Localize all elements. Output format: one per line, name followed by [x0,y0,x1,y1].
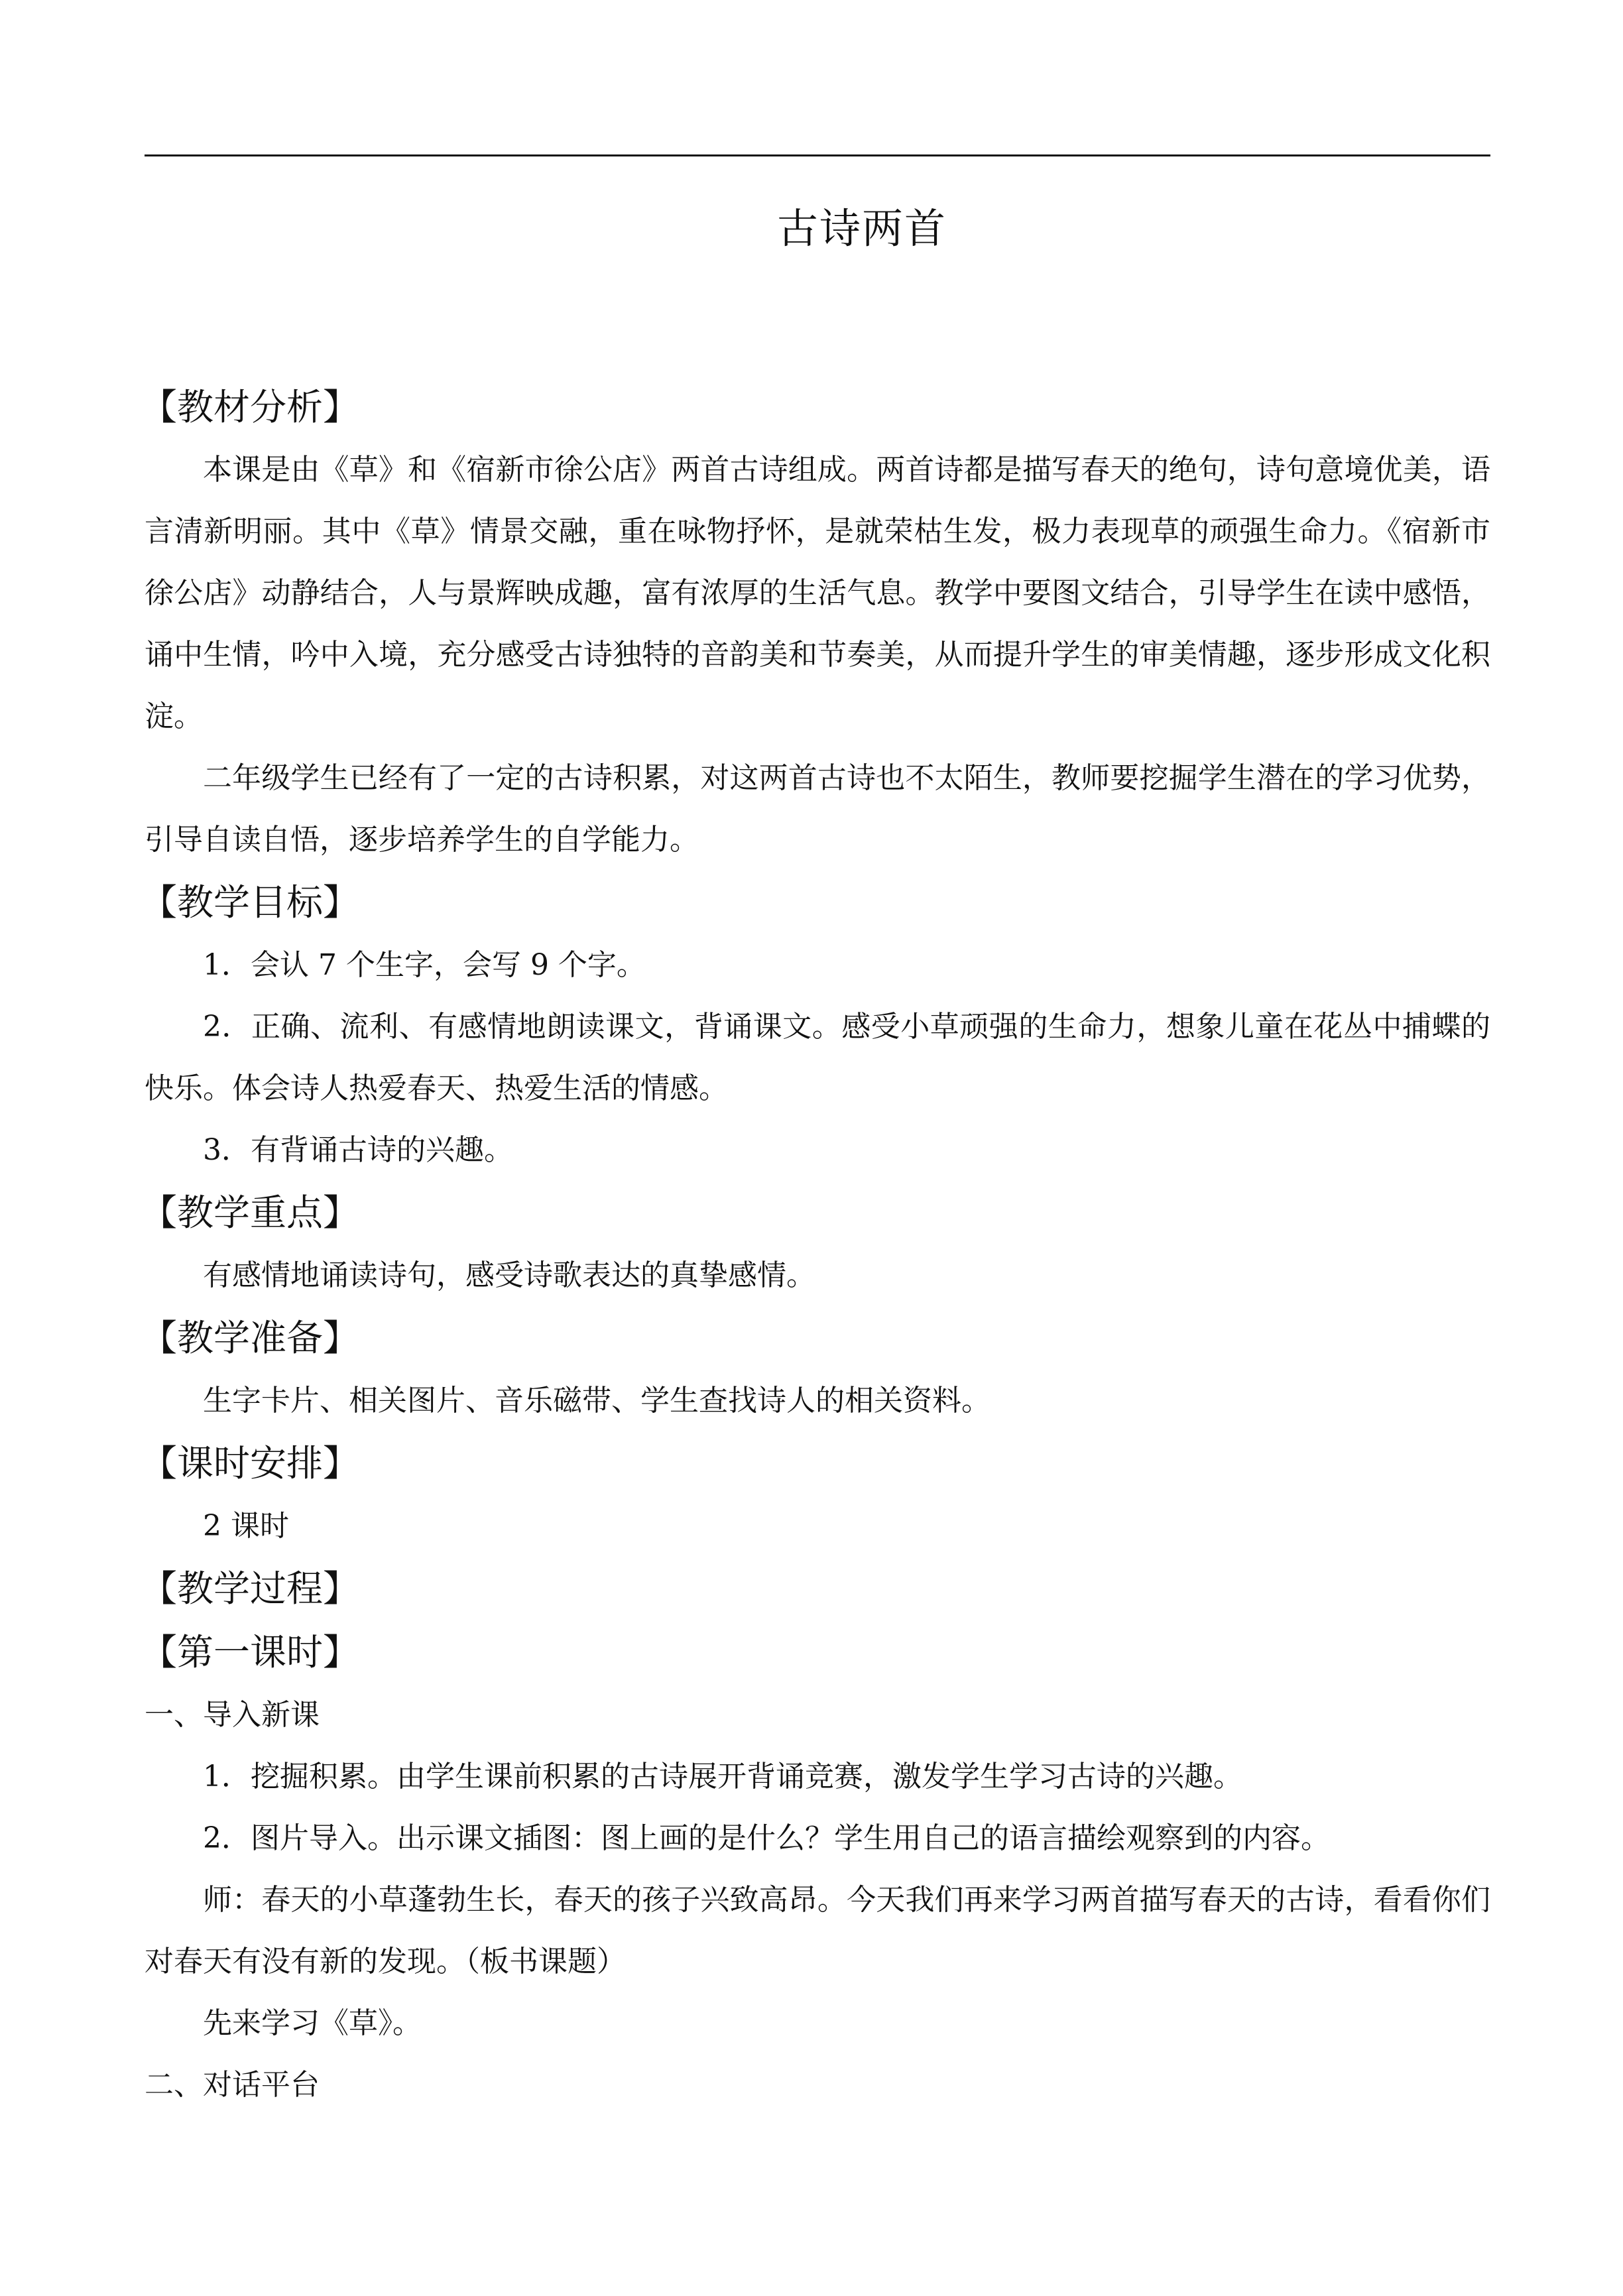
paragraph: 二年级学生已经有了一定的古诗积累，对这两首古诗也不太陌生，教师要挖掘学生潜在的学习优势，引导自读自悟，逐步培养学生的自学能力。 [145,761,1490,857]
heading-process: 【教学过程】 [141,1567,360,1610]
heading-key-points: 【教学重点】 [141,1191,360,1234]
goal-item: 1．会认 7 个生字，会写 9 个字。 [203,948,646,982]
heading-teaching-goals: 【教学目标】 [141,881,360,924]
preparation-text: 生字卡片、相关图片、音乐磁带、学生查找诗人的相关资料。 [203,1384,991,1418]
step-item: 2．图片导入。出示课文插图：图上画的是什么？学生用自己的语言描绘观察到的内容。 [203,1821,1330,1855]
heading-schedule: 【课时安排】 [141,1442,360,1484]
goal-item: 3．有背诵古诗的兴趣。 [203,1133,513,1167]
goal-item: 2．正确、流利、有感情地朗读课文，背诵课文。感受小草顽强的生命力，想象儿童在花丛中捕蝶的快乐。体会诗人热爱春天、热爱生活的情感。 [145,1010,1490,1105]
document-title: 古诗两首 [776,204,947,253]
heading-first-lesson: 【第一课时】 [141,1631,360,1673]
heading-preparation: 【教学准备】 [141,1317,360,1359]
header-rule [145,154,1490,156]
paragraph: 本课是由《草》和《宿新市徐公店》两首古诗组成。两首诗都是描写春天的绝句，诗句意境优美，语言清新明丽。其中《草》情景交融，重在咏物抒怀，是就荣枯生发，极力表现草的顽强生命力。《宿新市徐公店》动静结合，人与景辉映成趣，富有浓厚的生活气息。教学中要图文结合，引导学生在读中感悟，诵中生情，吟中入境，充分感受古诗独特的音韵美和节奏美，从而提升学生的审美情趣，逐步形成文化积淀。 [145,453,1490,733]
heading-material-analysis: 【教材分析】 [141,386,360,428]
step-item: 1．挖掘积累。由学生课前积累的古诗展开背诵竞赛，激发学生学习古诗的兴趣。 [203,1760,1242,1793]
document-body [141,375,1490,2116]
key-points-text: 有感情地诵读诗句，感受诗歌表达的真挚感情。 [203,1258,815,1292]
schedule-text: 2 课时 [203,1509,289,1543]
step-title: 二、对话平台 [145,2068,320,2102]
step-title: 一、导入新课 [145,1698,320,1732]
step-item: 师：春天的小草蓬勃生长，春天的孩子兴致高昂。今天我们再来学习两首描写春天的古诗，看看你们对春天有没有新的发现。（板书课题） [145,1883,1490,1978]
step-item: 先来学习《草》。 [203,2006,422,2040]
